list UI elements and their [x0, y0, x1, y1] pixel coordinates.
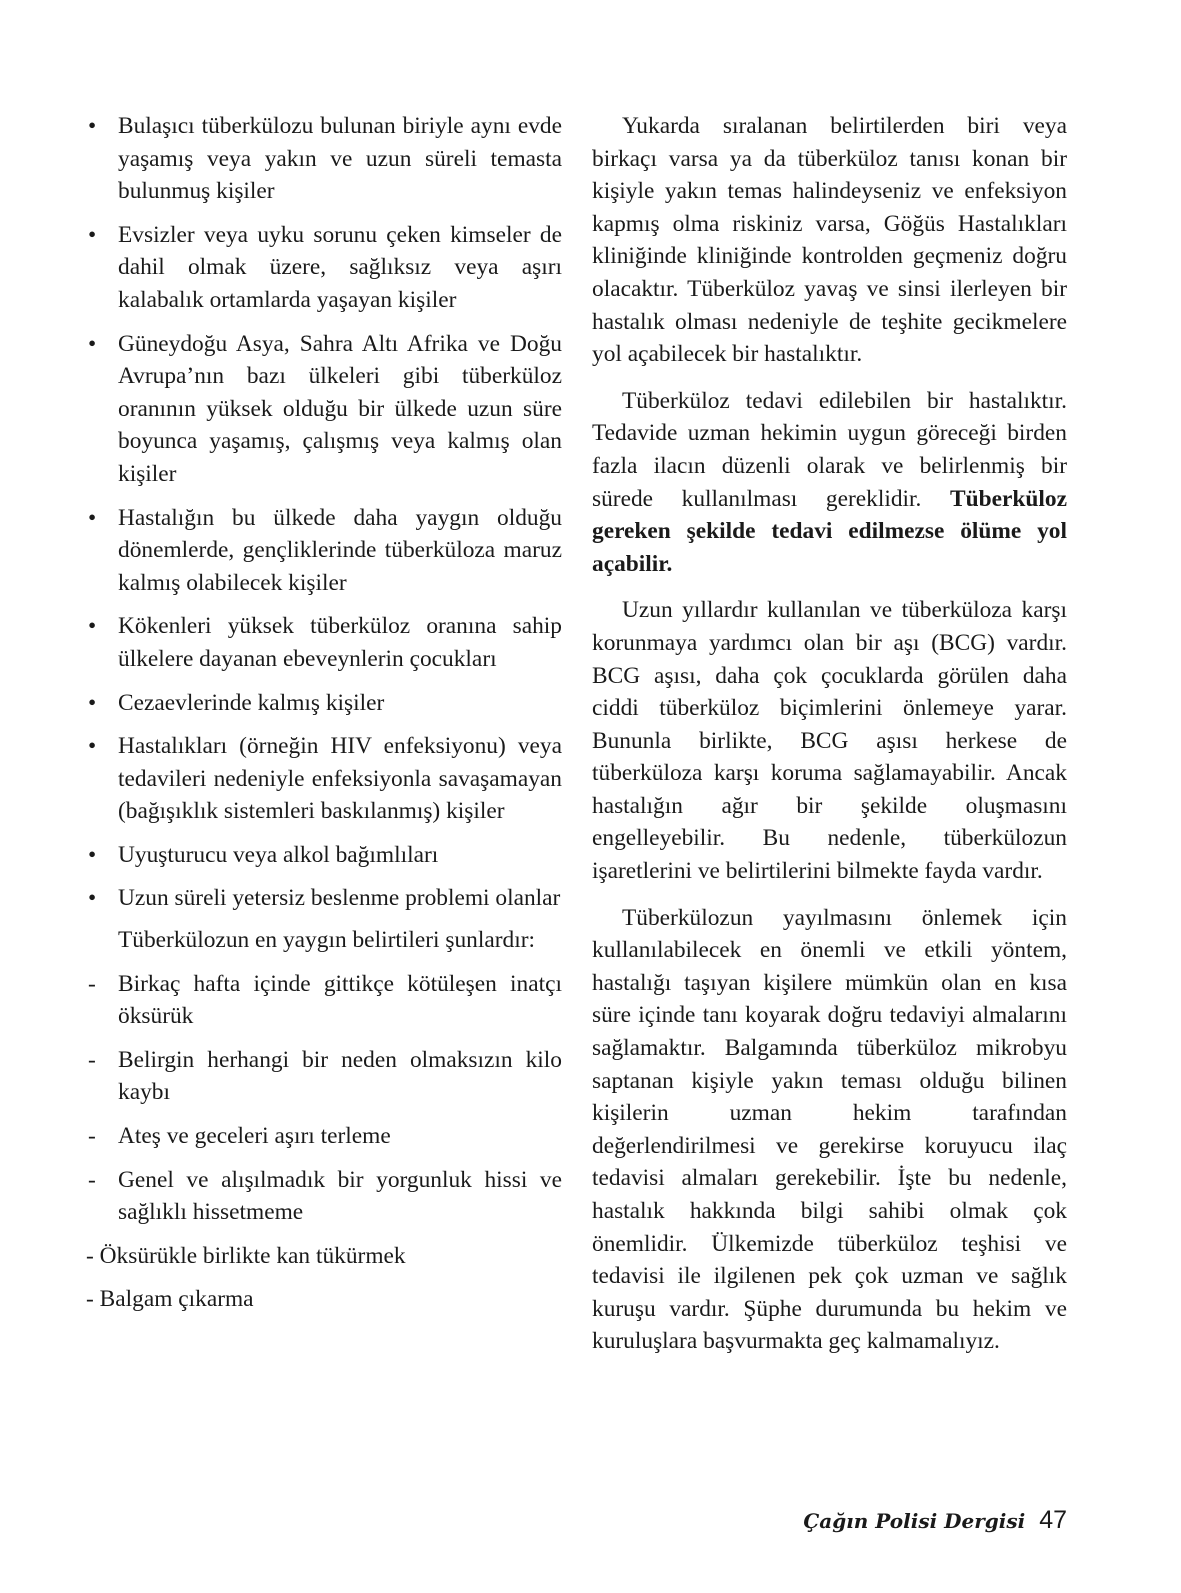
list-item [86, 968, 562, 1033]
list-item [86, 110, 562, 208]
risk-group-list [86, 110, 562, 915]
page-number: 47 [1039, 1506, 1067, 1534]
dash-icon: - [88, 970, 96, 997]
list-item-text: Genel ve alışılmadık bir yorgunluk hissi ve sağlıklı hissetmeme [118, 1166, 562, 1226]
list-item [86, 610, 562, 675]
list-item [86, 328, 562, 491]
bullet-icon: • [88, 689, 97, 716]
list-item [86, 502, 562, 600]
list-item-text: Hastalığın bu ülkede daha yaygın olduğu dönemlerde, gençliklerinde tüberküloza maruz kalmış olabilecek kişiler [118, 504, 562, 596]
paragraph-diagnosis: Yukarda sıralanan belirtilerden biri veya birkaçı varsa ya da tüberküloz tanısı konan bir kişiyle yakın temas halindeyseniz ve enfeksiyon kapmış olma riskiniz varsa, Göğüs Hastalıkları kliniğinde kliniğinde kontrolden geçmeniz doğru olacaktır. Tüberküloz yavaş ve sinsi ilerleyen bir hastalık olması nedeniyle de teşhite gecikmelere yol açabilecek bir hastalıktır. [592, 113, 1067, 368]
bullet-icon: • [88, 733, 97, 760]
paragraph-vaccine: Uzun yıllardır kullanılan ve tüberküloza karşı korunmaya yardımcı olan bir aşı (BCG) vardır. BCG aşısı, daha çok çocuklarda görülen daha ciddi tüberküloz biçimlerini önlemeye yarar. Bununla birlikte, BCG aşısı herkese de tüberküloza karşı koruma sağlamayabilir. Ancak hastalığın ağır bir şekilde oluşmasını engelleyebilir. Bu nedenle, tüberkülozun işaretlerini ve belirtilerini bilmekte fayda vardır. [592, 597, 1067, 885]
extra-symptom: - Balgam çıkarma [86, 1286, 254, 1313]
list-item-text: Belirgin herhangi bir neden olmaksızın kilo kaybı [118, 1046, 562, 1106]
bullet-icon: • [88, 330, 97, 357]
list-item-text: Güneydoğu Asya, Sahra Altı Afrika ve Doğu Avrupa’nın bazı ülkeleri gibi tüberküloz oranının yüksek olduğu bir ülkede uzun süre boyunca yaşamış, çalışmış veya kalmış olan kişiler [118, 330, 562, 487]
dash-icon: - [88, 1166, 96, 1193]
list-item-text: Hastalıkları (örneğin HIV enfeksiyonu) veya tedavileri nedeniyle enfeksiyonla savaşamayan (bağışıklık sistemleri baskılanmış) kişiler [118, 733, 562, 825]
bullet-icon: • [88, 221, 97, 248]
paragraph-prevention: Tüberkülozun yayılmasını önlemek için kullanılabilecek en önemli ve etkili yöntem, hastalığı taşıyan kişilere mümkün olan en kısa süre içinde tanı koyarak doğru tedaviyi almalarını sağlamaktır. Balgamında tüberküloz mikrobyu saptanan kişiyle yakın teması olduğu bilinen kişilerin uzman hekim tarafından değerlendirilmesi ve gerekirse koruyucu ilaç tedavisi almaları gerekebilir. İşte bu nedenle, hastalık hakkında bilgi sahibi olmak çok önemlidir. Ülkemizde tüberküloz teşhisi ve tedavisi ile ilgilenen pek çok uzman ve sağlık kuruşu vardır. Şüphe durumunda bu hekim ve kuruluşlara başvurmakta geç kalmamalıyız. [592, 904, 1067, 1355]
list-item [86, 1044, 562, 1109]
left-column [86, 110, 562, 1327]
bullet-icon: • [88, 841, 97, 868]
bullet-icon: • [88, 504, 97, 531]
list-item [86, 730, 562, 828]
list-item-text: Uzun süreli yetersiz beslenme problemi olanlar [118, 885, 561, 912]
list-item [86, 687, 562, 720]
right-column [592, 110, 1067, 1372]
list-item-text: Ateş ve geceleri aşırı terleme [118, 1123, 391, 1150]
symptoms-intro: Tüberkülozun en yaygın belirtileri şunlardır: [118, 927, 536, 954]
list-item [86, 219, 562, 317]
bullet-icon: • [88, 885, 97, 912]
list-item-text: Evsizler veya uyku sorunu çeken kimseler de dahil olmak üzere, sağlıksız veya aşırı kalabalık ortamlarda yaşayan kişiler [118, 221, 562, 313]
treatment-warning: Tüberküloz gereken şekilde tedavi edilmezse ölüme yol açabilir. [592, 485, 1067, 577]
list-item [86, 1120, 562, 1153]
bullet-icon: • [88, 613, 97, 640]
symptom-list [86, 968, 562, 1229]
bullet-icon: • [88, 113, 97, 139]
journal-name: Çağın Polisi Dergisi [803, 1509, 1026, 1533]
list-item-text: Cezaevlerinde kalmış kişiler [118, 689, 385, 716]
list-item [86, 882, 562, 915]
treatment-text: Tüberküloz tedavi edilebilen bir hastalıktır. Tedavide uzman hekimin uygun göreceği birden fazla ilacın düzenli olarak ve belirlenmiş bir sürede kullanılması gereklidir. [592, 387, 1067, 512]
list-item [86, 839, 562, 872]
list-item-text: Kökenleri yüksek tüberküloz oranına sahip ülkelere dayanan ebeveynlerin çocukları [118, 613, 562, 672]
list-item-text: Bulaşıcı tüberkülozu bulunan biriyle aynı evde yaşamış veya yakın ve uzun süreli temasta bulunmuş kişiler [118, 113, 562, 205]
paragraph-treatment [592, 385, 1067, 581]
dash-icon: - [88, 1123, 96, 1150]
dash-icon: - [88, 1046, 96, 1073]
list-item-text: Birkaç hafta içinde gittikçe kötüleşen inatçı öksürük [118, 970, 562, 1030]
list-item [86, 1164, 562, 1229]
page-footer [803, 1506, 1067, 1535]
list-item-text: Uyuşturucu veya alkol bağımlıları [118, 841, 439, 868]
extra-symptom: - Öksürükle birlikte kan tükürmek [86, 1242, 406, 1269]
